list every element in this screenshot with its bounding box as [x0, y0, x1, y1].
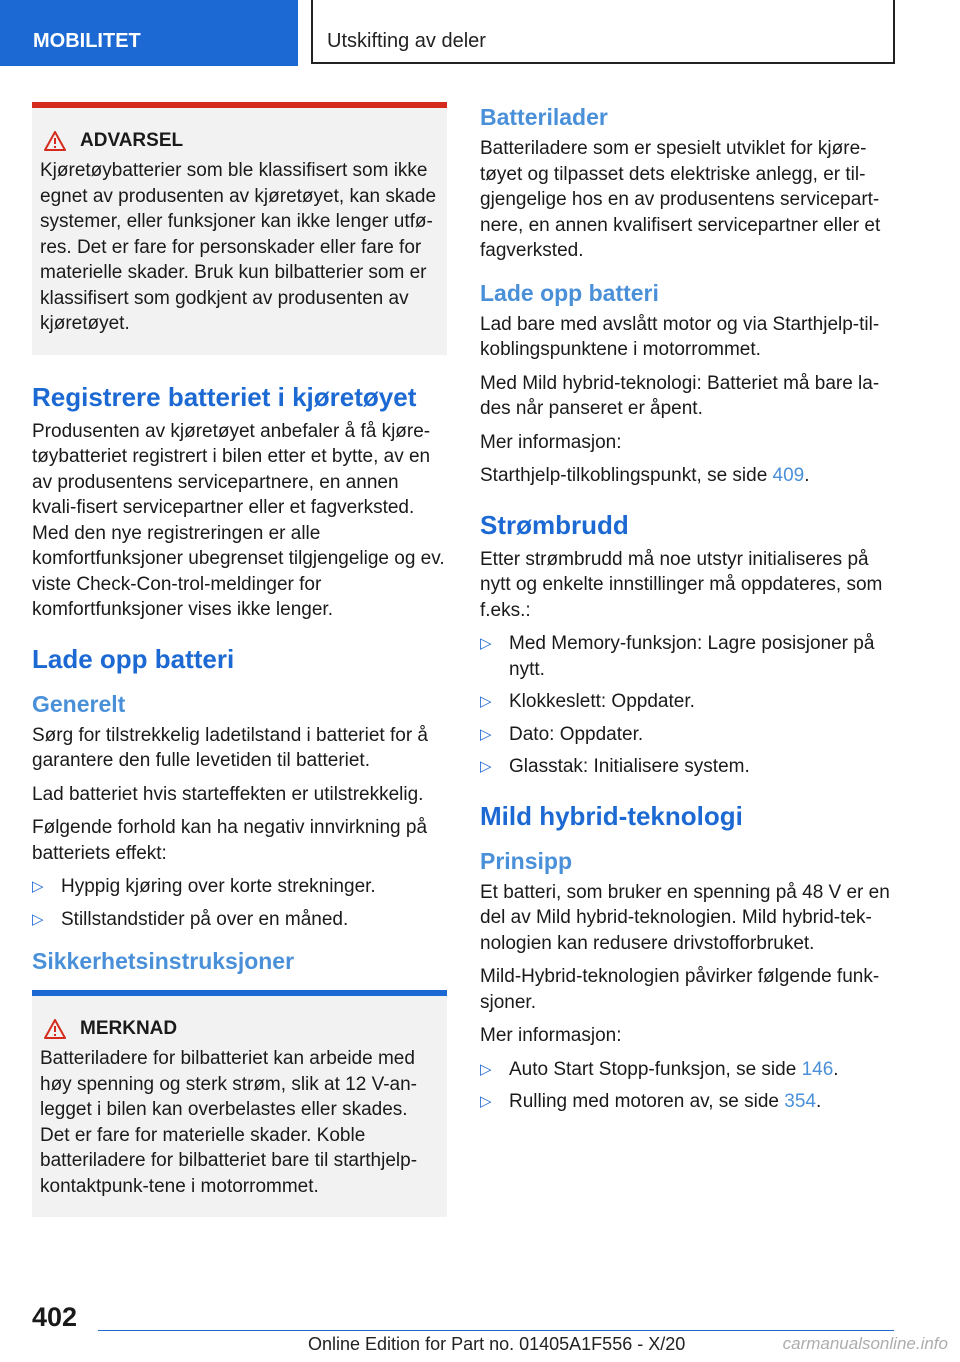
left-column [32, 102, 447, 1217]
list-item: ▷ Rulling med motoren av, se side 354. [480, 1089, 895, 1115]
charge-battery-paragraph: Med Mild hybrid-teknologi: Batteriet må bare la-des når panseret er åpent. [480, 372, 880, 419]
heading-power-outage: Strømbrudd [480, 509, 629, 540]
hybrid-bullet-list [480, 1057, 895, 1115]
footer-edition: Online Edition for Part no. 01405A1F556 - X/20 [308, 1334, 686, 1354]
bullet-triangle-icon: ▷ [32, 910, 44, 928]
warning-triangle-icon [44, 131, 66, 151]
watermark: carmanualsonline.info [782, 1334, 948, 1353]
list-item: ▷ Klokkeslett: Oppdater. [480, 689, 895, 715]
bullet-triangle-icon: ▷ [480, 1093, 492, 1110]
bullet-triangle-icon: ▷ [480, 725, 492, 743]
note-title [40, 1018, 439, 1040]
outage-bullet-list [480, 631, 895, 780]
warning-title [40, 130, 439, 152]
heading-mild-hybrid: Mild hybrid-teknologi [480, 800, 743, 831]
list-item: ▷ Stillstandstider på over en måned. [32, 907, 447, 933]
list-item: ▷ Glasstak: Initialisere system. [480, 754, 895, 780]
page-link-354[interactable]: 354 [784, 1091, 816, 1112]
charge-paragraph: Lad batteriet hvis starteffekten er utilstrekkelig. [32, 783, 424, 805]
outage-text: Etter strømbrudd må noe utstyr initialiseres på nytt og enkelte innstillinger må oppdateres, som f.eks.: [480, 548, 883, 621]
cross-reference: Starthjelp-tilkoblingspunkt, se side 409. [480, 465, 810, 486]
heading-register-battery: Registrere batteriet i kjøretøyet [32, 381, 417, 412]
bullet-triangle-icon: ▷ [480, 1060, 492, 1078]
list-item: ▷ Hyppig kjøring over korte strekninger. [32, 874, 447, 900]
note-label: MERKNAD [80, 1018, 178, 1039]
hybrid-paragraph: Mild-Hybrid-teknologien påvirker følgende funk-sjoner. [480, 966, 880, 1013]
footer-divider [98, 1330, 894, 1331]
note-text: Batteriladere for bilbatteriet kan arbeide med høy spenning og sterk strøm, slik at 12 V-an-legget i bilen kan overbelastes eller skades. Det er fare for materielle skader. Koble batteriladere for bilbatteriet bare til starthjelp-kontaktpunk-tene i motorrommet. [40, 1048, 418, 1197]
heading-general: Generelt [32, 690, 126, 717]
list-item: ▷ Med Memory-funksjon: Lagre posisjoner på nytt. [480, 633, 875, 680]
page-link-409[interactable]: 409 [772, 465, 805, 486]
heading-charge-battery: Lade opp batteri [32, 643, 235, 674]
warning-box [32, 102, 447, 355]
bullet-triangle-icon: ▷ [480, 758, 492, 775]
page-link-146[interactable]: 146 [801, 1058, 834, 1080]
warning-text: Kjøretøybatterier som ble klassifisert som ikke egnet av produsenten av kjøretøyet, kan skade systemer, eller funksjoner kan ikke lenger utfø-res. Det er fare for personskader eller fare for materielle skader. Bruk kun bilbatterier som er klassifisert som godkjent av produsenten av kjøretøyet. [40, 160, 437, 334]
right-column [480, 102, 895, 1123]
register-text: Produsenten av kjøretøyet anbefaler å få kjøre-tøybatteriet registrert i bilen etter et bytte, av en av produsentens servicepartnere, en annen kvali-fisert servicepartner eller et fagverksted. Med den nye registreringen er alle komfortfunksjoner ubegrenset tilgjengelige og ev. viste Check-Con-trol-meldinger for komfortfunksjoner vises ikke lenger. [32, 420, 445, 620]
note-box [32, 990, 447, 1217]
page-number: 402 [32, 1302, 78, 1332]
charge-paragraph: Sørg for tilstrekkelig ladetilstand i batteriet for å garantere den fulle levetiden til batteriet. [32, 724, 429, 771]
heading-principle: Prinsipp [480, 847, 573, 874]
hybrid-paragraph: Et batteri, som bruker en spenning på 48 V er en del av Mild hybrid-teknologien. Mild hybrid-tek-nologien kan redusere drivstofforbruket. [480, 881, 890, 954]
bullet-triangle-icon: ▷ [32, 878, 44, 895]
charge-battery-paragraph: Lad bare med avslått motor og via Starthjelp-til-koblingspunktene i motorrommet. [480, 313, 880, 360]
page-header [0, 0, 960, 66]
list-item: ▷ Auto Start Stopp-funksjon, se side 146. [480, 1057, 895, 1083]
charge-battery-paragraph: Mer informasjon: [480, 431, 622, 453]
heading-charge-battery-sub: Lade opp batteri [480, 279, 659, 306]
heading-safety: Sikkerhetsinstruksjoner [32, 948, 295, 974]
bullet-triangle-icon: ▷ [480, 693, 492, 710]
heading-battery-charger: Batterilader [480, 104, 608, 130]
list-item: ▷ Dato: Oppdater. [480, 722, 895, 748]
charge-paragraph: Følgende forhold kan ha negativ innvirkning på batteriets effekt: [32, 817, 428, 864]
chapter-tab[interactable]: Utskifting av deler [311, 0, 895, 64]
warning-triangle-icon [44, 1019, 66, 1039]
charger-text: Batteriladere som er spesielt utviklet for kjøre-tøyet og tilpasset dets elektriske anlegg, er til-gjengelige hos en av produsentens servicepart-nere, en annen kvalifisert servicepartner eller et fagverksted. [480, 138, 881, 261]
charge-bullet-list [32, 874, 447, 932]
hybrid-paragraph: Mer informasjon: [480, 1025, 622, 1046]
bullet-triangle-icon: ▷ [480, 635, 492, 652]
section-tab[interactable]: MOBILITET [0, 0, 298, 66]
warning-label: ADVARSEL [80, 130, 184, 151]
